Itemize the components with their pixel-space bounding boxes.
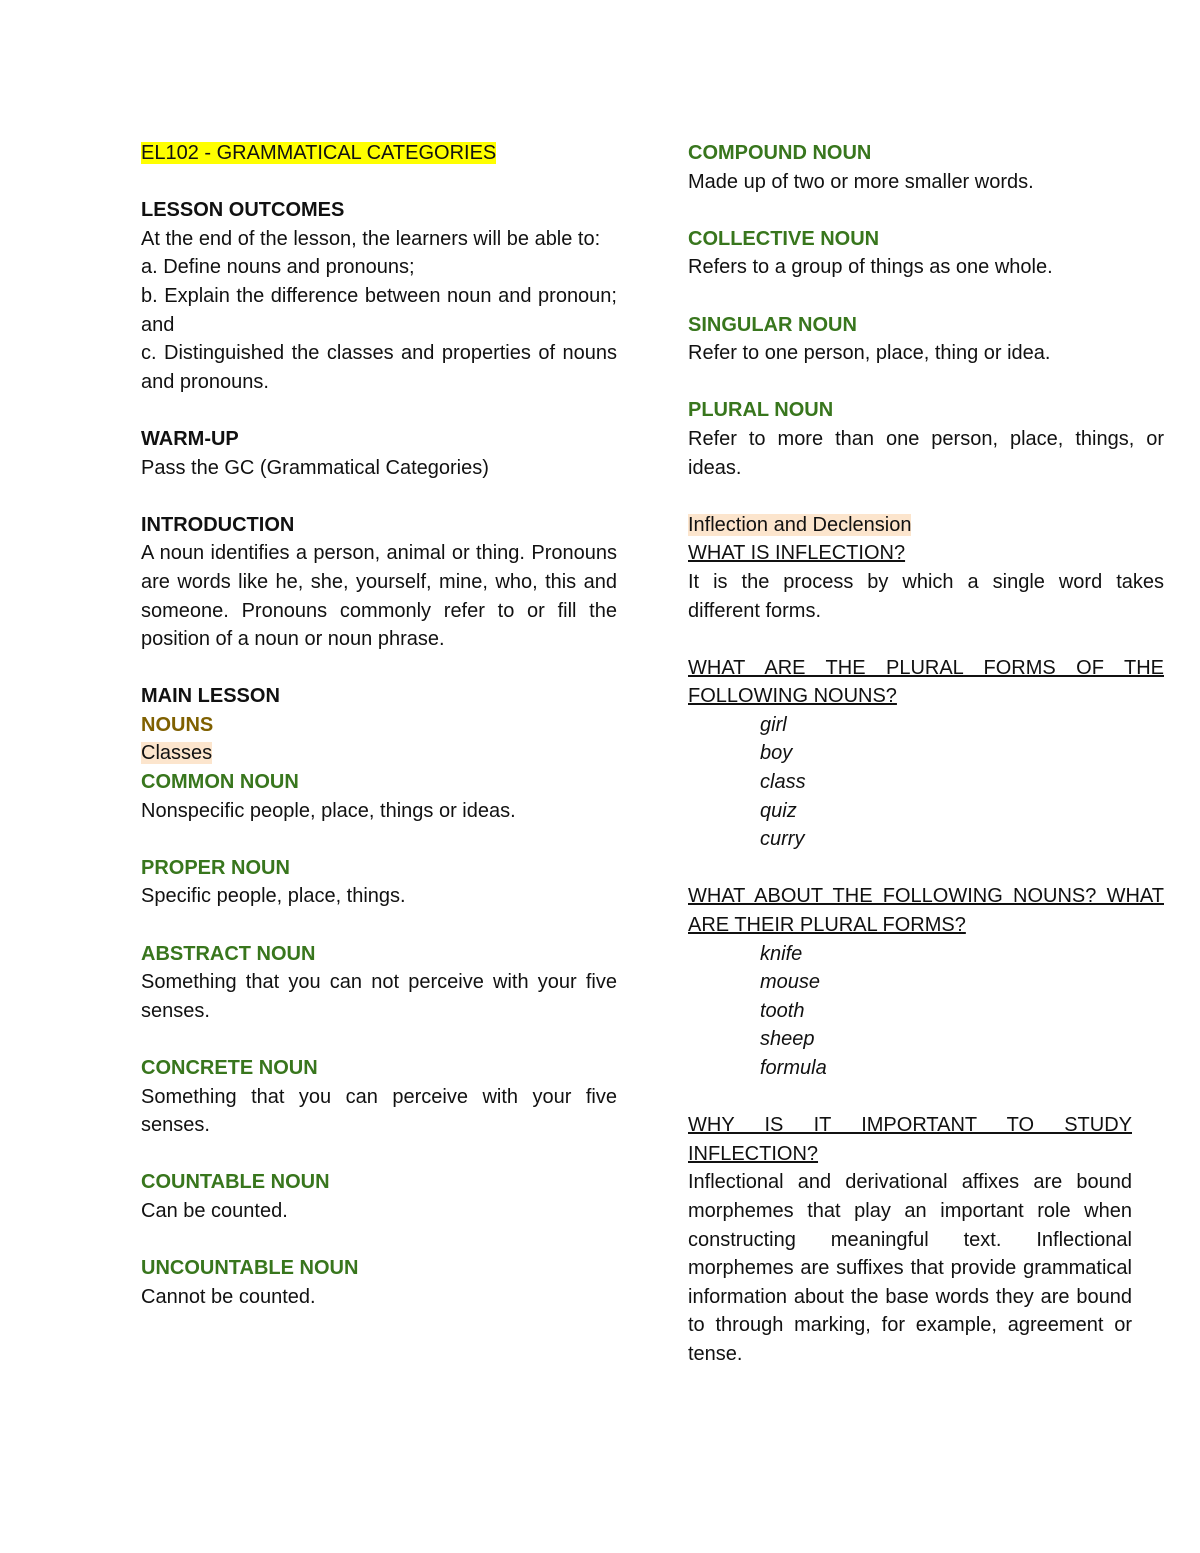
countable-noun-heading: COUNTABLE NOUN: [141, 1171, 330, 1194]
countable-noun-text: Can be counted.: [141, 1199, 288, 1222]
irregular-plurals-question: WHAT ABOUT THE FOLLOWING NOUNS? WHAT ARE THEIR PLURAL FORMS?: [688, 885, 1164, 937]
importance-question: WHY IS IT IMPORTANT TO STUDY INFLECTION?: [688, 1114, 1132, 1165]
abstract-noun-heading: ABSTRACT NOUN: [141, 942, 316, 965]
singular-noun-heading: SINGULAR NOUN: [688, 313, 857, 336]
plural-noun-heading: PLURAL NOUN: [688, 399, 834, 422]
uncountable-noun-heading: UNCOUNTABLE NOUN: [141, 1257, 359, 1280]
warmup-heading: WARM-UP: [141, 427, 239, 450]
list-item: boy: [760, 742, 793, 765]
concrete-noun-text: Something that you can perceive with your five senses.: [141, 1085, 617, 1137]
list-item: girl: [760, 713, 787, 736]
nouns-heading: NOUNS: [141, 713, 214, 736]
uncountable-noun-text: Cannot be counted.: [141, 1285, 316, 1308]
common-noun-text: Nonspecific people, place, things or ideas.: [141, 799, 516, 822]
collective-noun-heading: COLLECTIVE NOUN: [688, 227, 880, 250]
compound-noun-heading: COMPOUND NOUN: [688, 142, 872, 164]
outcome-c: c. Distinguished the classes and properties of nouns and pronouns.: [141, 342, 617, 393]
lesson-outcomes-heading: LESSON OUTCOMES: [141, 199, 345, 222]
right-column: [688, 139, 1164, 1369]
abstract-noun-text: Something that you can not perceive with your five senses.: [141, 971, 617, 1022]
list-item: curry: [760, 828, 805, 851]
concrete-noun-heading: CONCRETE NOUN: [141, 1057, 318, 1079]
proper-noun-text: Specific people, place, things.: [141, 885, 406, 908]
list-item: mouse: [760, 971, 821, 994]
plural-noun-text: Refer to more than one person, place, things, or ideas.: [688, 427, 1164, 479]
introduction-heading: INTRODUCTION: [141, 513, 295, 536]
lesson-outcomes-intro: At the end of the lesson, the learners will be able to:: [141, 227, 601, 250]
list-item: sheep: [760, 1028, 815, 1051]
plural-forms-question: WHAT ARE THE PLURAL FORMS OF THE FOLLOWING NOUNS?: [688, 656, 1164, 708]
list-item: formula: [760, 1057, 827, 1079]
list-item: knife: [760, 942, 803, 965]
inflection-title: Inflection and Declension: [688, 513, 912, 536]
importance-answer: Inflectional and derivational affixes are bound morphemes that play an important role when constructing meaningful text. Inflectional morphemes are suffixes that provide grammatical information about the base words they are bound to through marking, for example, agreement or tense.: [688, 1171, 1132, 1365]
left-column: [141, 139, 617, 1311]
singular-noun-text: Refer to one person, place, thing or idea.: [688, 342, 1051, 365]
introduction-text: A noun identifies a person, animal or thing. Pronouns are words like he, she, yourself, mine, who, this and someone. Pronouns commonly refer to or fill the position of a noun or noun phrase.: [141, 542, 617, 651]
list-item: quiz: [760, 799, 797, 822]
outcome-b: b. Explain the difference between noun and pronoun; and: [141, 284, 617, 336]
document-title: EL102 - GRAMMATICAL CATEGORIES: [141, 142, 497, 164]
outcome-a: a. Define nouns and pronouns;: [141, 256, 415, 279]
compound-noun-text: Made up of two or more smaller words.: [688, 170, 1034, 193]
list-item: class: [760, 771, 806, 794]
inflection-answer: It is the process by which a single word takes different forms.: [688, 570, 1164, 622]
inflection-question: WHAT IS INFLECTION?: [688, 542, 906, 565]
common-noun-heading: COMMON NOUN: [141, 771, 299, 794]
warmup-text: Pass the GC (Grammatical Categories): [141, 456, 489, 479]
proper-noun-heading: PROPER NOUN: [141, 856, 290, 879]
collective-noun-text: Refers to a group of things as one whole.: [688, 256, 1053, 279]
list-item: tooth: [760, 999, 805, 1022]
classes-label: Classes: [141, 742, 213, 765]
main-lesson-heading: MAIN LESSON: [141, 685, 280, 708]
